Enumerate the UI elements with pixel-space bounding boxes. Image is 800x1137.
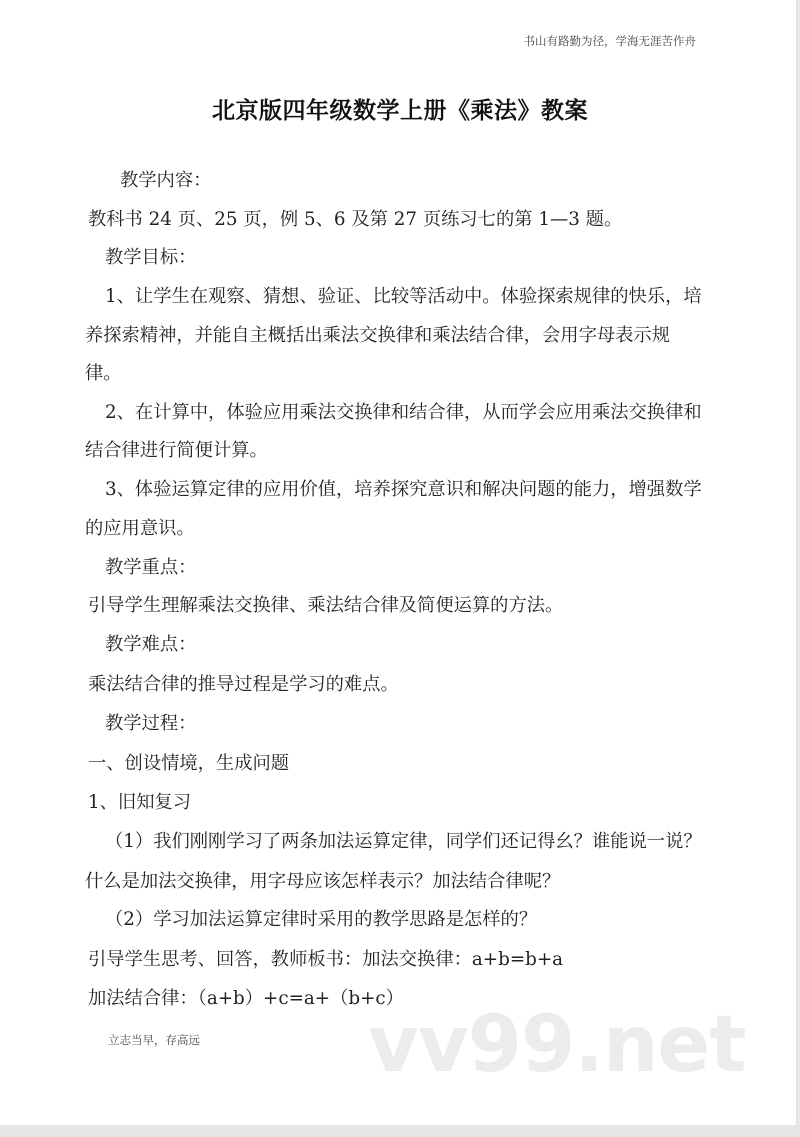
footer-motto: 立志当早，存高远 [108,1033,200,1047]
text-line: 引导学生理解乘法交换律、乘法结合律及简便运算的方法。 [88,595,564,616]
text-line: 教科书 24 页、25 页，例 5、6 及第 27 页练习七的第 1—3 题。 [88,209,623,230]
text-line: 的应用意识。 [85,518,195,539]
text-line: 结合律进行简便计算。 [85,440,268,461]
watermark: vv99.net [368,1000,746,1090]
text-line: 教学难点： [105,634,197,655]
text-line: （2）学习加法运算定律时采用的教学思路是怎样的？ [105,909,538,930]
text-line: 律。 [85,363,122,384]
text-line: 1、让学生在观察、猜想、验证、比较等活动中。体验探索规律的快乐，培 [105,286,702,307]
text-line: 教学内容： [120,170,212,191]
header-motto: 书山有路勤为径，学海无涯苦作舟 [523,34,696,48]
page-gap [0,1125,800,1137]
text-line: 教学重点： [105,557,197,578]
text-line: 引导学生思考、回答，教师板书：加法交换律：a+b=b+a [88,949,564,970]
text-line: 2、在计算中，体验应用乘法交换律和结合律，从而学会应用乘法交换律和 [105,402,702,423]
text-line: 1、旧知复习 [88,792,192,813]
text-line: 教学目标： [105,247,197,268]
text-line: 养探索精神，并能自主概括出乘法交换律和乘法结合律，会用字母表示规 [85,325,670,346]
document-title: 北京版四年级数学上册《乘法》教案 [212,98,588,124]
text-line: 教学过程： [105,713,197,734]
text-line: 加法结合律：（a+b）+c=a+（b+c） [88,988,404,1009]
text-line: 3、体验运算定律的应用价值，培养探究意识和解决问题的能力，增强数学 [105,479,702,500]
text-line: （1）我们刚刚学习了两条加法运算定律，同学们还记得幺？谁能说一说？ [105,831,702,852]
text-line: 乘法结合律的推导过程是学习的难点。 [88,674,399,695]
text-line: 什么是加法交换律，用字母应该怎样表示？加法结合律呢？ [85,871,561,892]
text-line: 一、创设情境，生成问题 [88,753,290,774]
